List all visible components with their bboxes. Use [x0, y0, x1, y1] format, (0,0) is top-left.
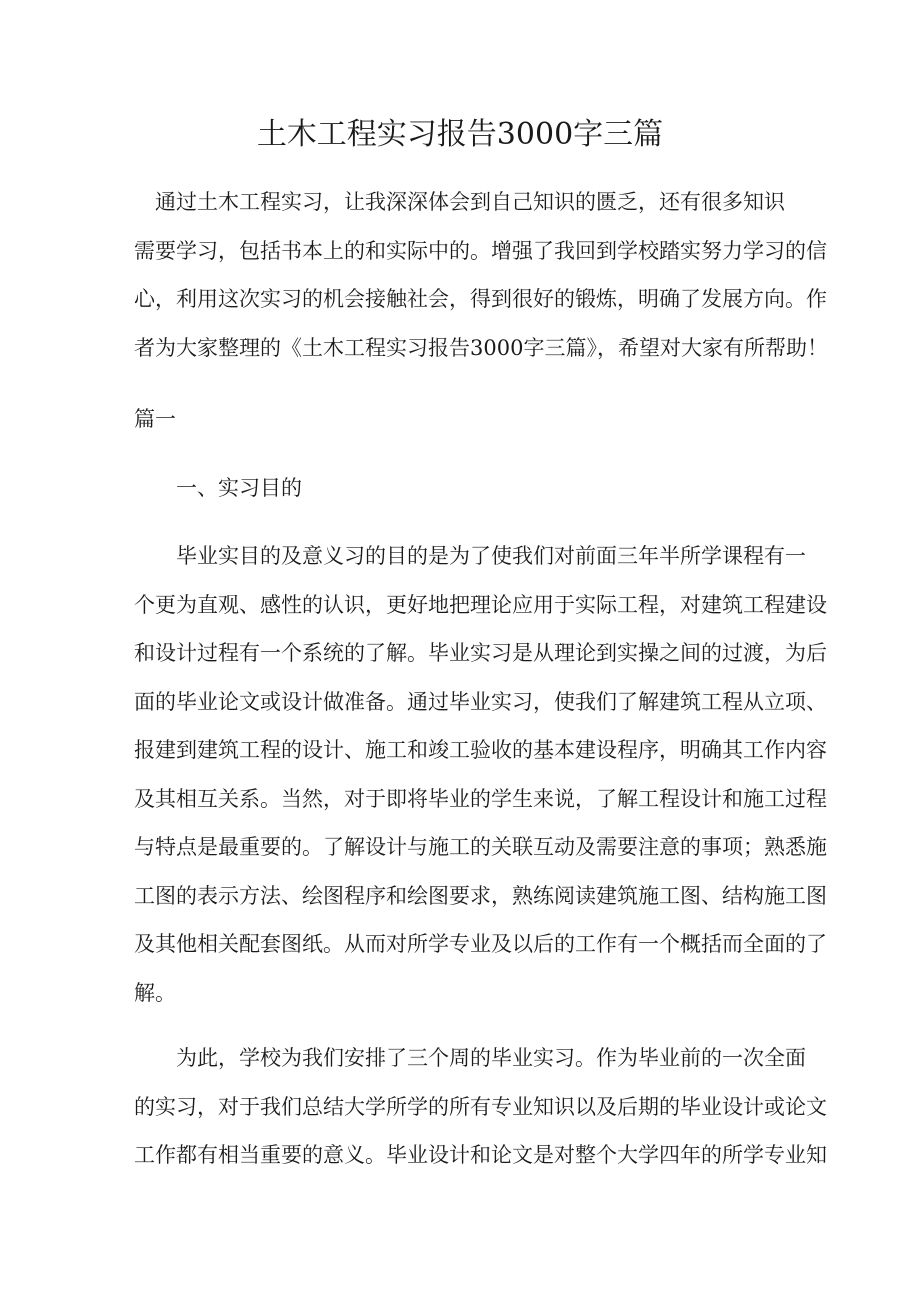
section-label: 篇一	[134, 407, 176, 431]
paragraph-line: 为此，学校为我们安排了三个周的毕业实习。作为毕业前的一次全面	[134, 1046, 806, 1070]
paragraph-line: 解。	[134, 980, 176, 1005]
paragraph-line: 报建到建筑工程的设计、施工和竣工验收的基本建设程序，明确其工作内容	[134, 738, 827, 762]
paragraph-line: 工作都有相当重要的意义。毕业设计和论文是对整个大学四年的所学专业知	[134, 1143, 827, 1167]
intro-line: 需要学习，包括书本上的和实际中的。增强了我回到学校踏实努力学习的信	[134, 238, 827, 263]
intro-line: 者为大家整理的《土木工程实习报告3000字三篇》，希望对大家有所帮助！	[134, 335, 828, 360]
intro-line: 心，利用这次实习的机会接触社会，得到很好的锻炼，明确了发展方向。作	[134, 287, 827, 311]
intro-line: 通过土木工程实习，让我深深体会到自己知识的匮乏，还有很多知识	[134, 190, 785, 214]
body-paragraph-2	[134, 1034, 827, 1180]
paragraph-line: 与特点是最重要的。了解设计与施工的关联互动及需要注意的事项；熟悉施	[134, 835, 827, 859]
paragraph-line: 及其他相关配套图纸。从而对所学专业及以后的工作有一个概括而全面的了	[134, 932, 827, 956]
intro-paragraph	[134, 178, 828, 372]
document-title: 土木工程实习报告3000字三篇	[256, 117, 664, 152]
paragraph-line: 毕业实目的及意义习的目的是为了使我们对前面三年半所学课程有一	[134, 544, 806, 568]
paragraph-line: 的实习，对于我们总结大学所学的所有专业知识以及后期的毕业设计或论文	[134, 1094, 827, 1119]
body-paragraph-1	[134, 532, 827, 1017]
paragraph-line: 工图的表示方法、绘图程序和绘图要求，熟练阅读建筑施工图、结构施工图	[134, 883, 827, 908]
paragraph-line: 面的毕业论文或设计做准备。通过毕业实习，使我们了解建筑工程从立项、	[134, 689, 827, 714]
paragraph-line: 及其相互关系。当然，对于即将毕业的学生来说，了解工程设计和施工过程	[134, 786, 827, 811]
paragraph-line: 和设计过程有一个系统的了解。毕业实习是从理论到实操之间的过渡，为后	[134, 641, 827, 665]
section-heading: 一、实习目的	[176, 476, 302, 500]
paragraph-line: 个更为直观、感性的认识，更好地把理论应用于实际工程，对建筑工程建设	[134, 592, 827, 617]
